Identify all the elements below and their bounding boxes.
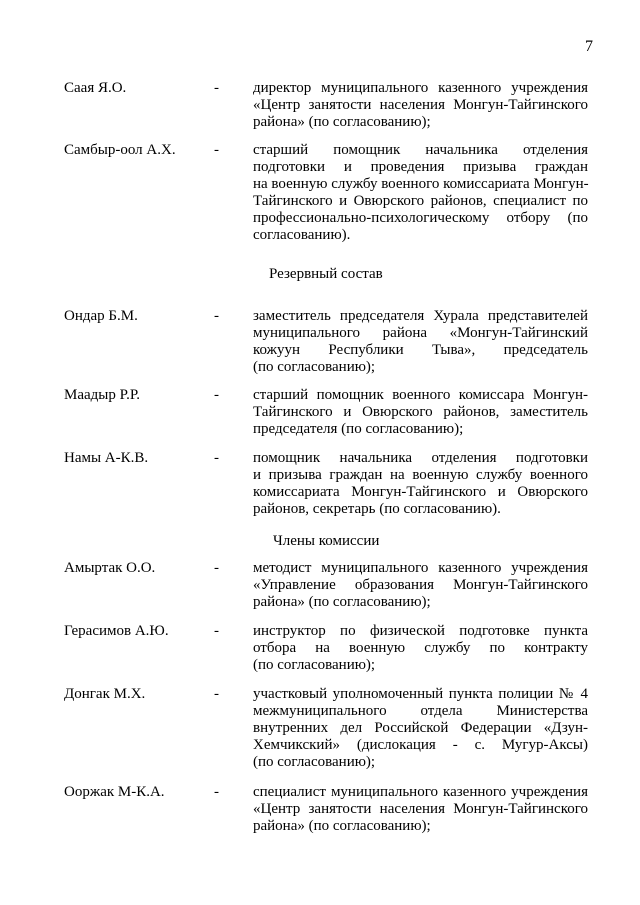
description-line: районов, секретарь (по согласованию).	[253, 501, 501, 517]
description-line: специалист муниципального казенного учреждения	[253, 784, 588, 800]
member-name: Ооржак М-К.А.	[64, 784, 165, 800]
description-line: района» (по согласованию);	[253, 818, 431, 834]
description-line: внутренних дел Российской Федерации «Дзун-	[253, 720, 588, 736]
separator-dash: -	[214, 623, 219, 639]
member-name: Саая Я.О.	[64, 80, 127, 96]
description-line: помощник начальника отделения подготовки	[253, 450, 588, 466]
description-line: «Центр занятости населения Монгун-Тайгинского	[253, 801, 588, 817]
separator-dash: -	[214, 387, 219, 403]
member-description	[253, 450, 588, 518]
description-line: согласованию).	[253, 227, 351, 243]
description-line: Тайгинского и Овюрского районов, специалист по	[253, 193, 588, 209]
member-description	[253, 784, 588, 835]
member-name: Самбыр-оол А.Х.	[64, 142, 176, 158]
description-line: директор муниципального казенного учреждения	[253, 80, 588, 96]
description-line: на военную службу военного комиссариата Монгун-	[253, 176, 589, 192]
description-line: Тайгинского и Овюрского районов, заместитель	[253, 404, 588, 420]
description-line: (по согласованию);	[253, 657, 376, 673]
description-line: Хемчикский» (дислокация - с. Мугур-Аксы)	[253, 737, 588, 753]
description-line: председателя (по согласованию);	[253, 421, 464, 437]
description-line: и призыва граждан на военную службу военного	[253, 467, 588, 483]
description-line: инструктор по физической подготовке пункта	[253, 623, 588, 639]
description-line: «Центр занятости населения Монгун-Тайгинского	[253, 97, 588, 113]
page-number: 7	[585, 38, 593, 55]
member-name: Герасимов А.Ю.	[64, 623, 169, 639]
description-line: (по согласованию);	[253, 359, 376, 375]
description-line: муниципального района «Монгун-Тайгинский	[253, 325, 588, 341]
member-description	[253, 560, 588, 611]
member-description	[253, 623, 588, 674]
separator-dash: -	[214, 784, 219, 800]
member-name: Амыртак О.О.	[64, 560, 156, 576]
section-heading-members: Члены комиссии	[273, 533, 380, 549]
member-description	[253, 80, 588, 131]
member-description	[253, 308, 588, 376]
description-line: кожуун Республики Тыва», председатель	[253, 342, 588, 358]
description-line: межмуниципального отдела Министерства	[253, 703, 588, 719]
member-description	[253, 142, 588, 244]
description-line: методист муниципального казенного учреждения	[253, 560, 588, 576]
member-name: Донгак М.Х.	[64, 686, 146, 702]
member-description	[253, 686, 588, 771]
description-line: старший помощник военного комиссара Монгун-	[253, 387, 588, 403]
description-line: комиссариата Монгун-Тайгинского и Овюрского	[253, 484, 588, 500]
member-name: Маадыр Р.Р.	[64, 387, 141, 403]
member-name: Ондар Б.М.	[64, 308, 138, 324]
description-line: «Управление образования Монгун-Тайгинского	[253, 577, 588, 593]
description-line: старший помощник начальника отделения	[253, 142, 588, 158]
separator-dash: -	[214, 686, 219, 702]
description-line: района» (по согласованию);	[253, 594, 431, 610]
description-line: заместитель председателя Хурала представителей	[253, 308, 588, 324]
description-line: профессионально-психологическому отбору (по	[253, 210, 588, 226]
separator-dash: -	[214, 80, 219, 96]
description-line: участковый уполномоченный пункта полиции № 4	[253, 686, 588, 702]
separator-dash: -	[214, 560, 219, 576]
description-line: отбора на военную службу по контракту	[253, 640, 588, 656]
separator-dash: -	[214, 450, 219, 466]
description-line: подготовки и проведения призыва граждан	[253, 159, 588, 175]
member-name: Намы А-К.В.	[64, 450, 149, 466]
separator-dash: -	[214, 142, 219, 158]
section-heading-reserve: Резервный состав	[269, 266, 383, 282]
description-line: (по согласованию);	[253, 754, 376, 770]
description-line: района» (по согласованию);	[253, 114, 431, 130]
separator-dash: -	[214, 308, 219, 324]
member-description	[253, 387, 588, 438]
